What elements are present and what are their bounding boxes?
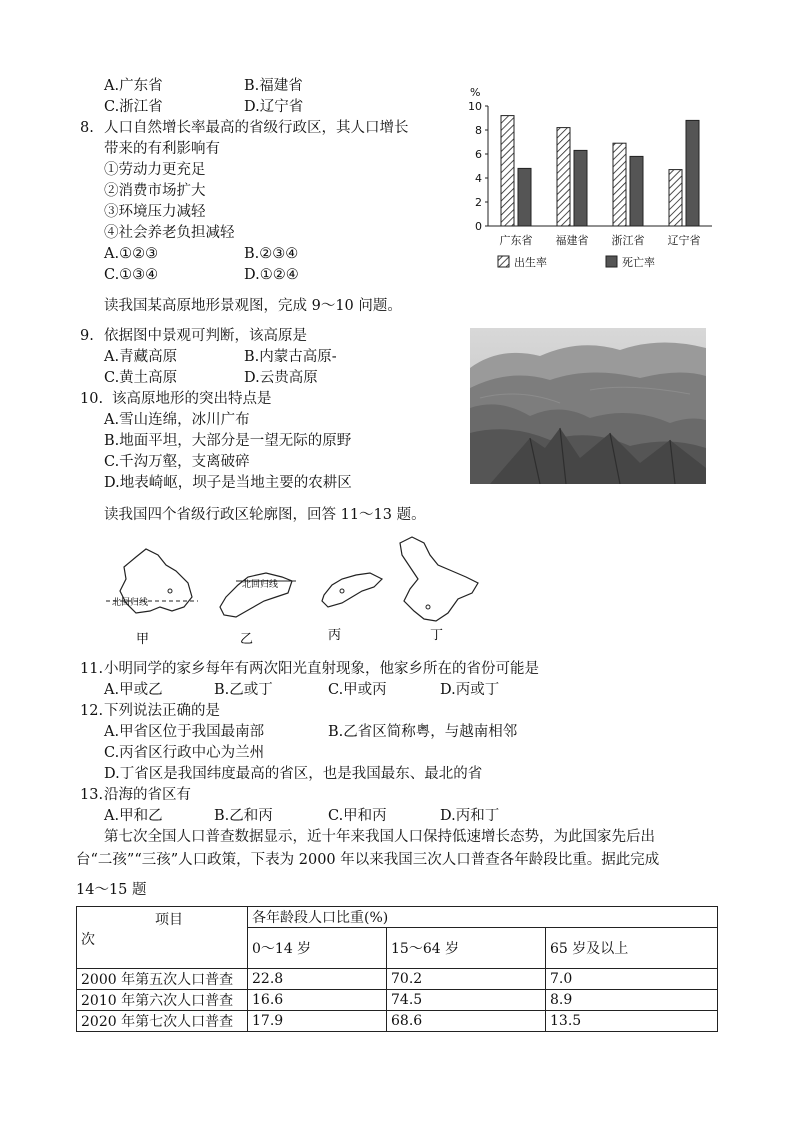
q8-option-a[interactable]: A.①②③ — [104, 246, 159, 262]
header-item: 项目 — [155, 912, 183, 928]
q8-item-2: ②消费市场扩大 — [104, 183, 206, 199]
table-cell: 16.6 — [248, 990, 387, 1011]
plateau-landscape-photo — [470, 328, 706, 484]
category-label: 广东省 — [499, 234, 533, 247]
q9-number: 9. — [80, 328, 94, 344]
q11-option-b[interactable]: B.乙或丁 — [214, 682, 273, 698]
q12-option-a[interactable]: A.甲省区位于我国最南部 — [104, 724, 265, 740]
map-jia — [106, 549, 198, 647]
table-cell: 8.9 — [546, 990, 718, 1011]
label-jia: 甲 — [136, 632, 150, 647]
table-corner-header — [77, 907, 248, 969]
q7-option-c[interactable]: C.浙江省 — [104, 99, 163, 115]
q11-number: 11. — [80, 661, 104, 677]
y-tick-label: 0 — [475, 220, 482, 233]
q9-option-c[interactable]: C.黄土高原 — [104, 370, 178, 386]
q10-option-c[interactable]: C.千沟万壑，支离破碎 — [104, 454, 250, 470]
header-ci: 次 — [81, 932, 95, 948]
q13-number: 13. — [80, 787, 104, 803]
intro-9-10: 读我国某高原地形景观图，完成 9～10 问题。 — [104, 298, 402, 314]
table-row — [77, 990, 718, 1011]
row-label: 2000 年第五次人口普查 — [77, 969, 248, 990]
q13-option-b[interactable]: B.乙和丙 — [214, 808, 273, 824]
q11-option-c[interactable]: C.甲或丙 — [328, 682, 387, 698]
q8-option-b[interactable]: B.②③④ — [244, 246, 299, 262]
q8-option-c[interactable]: C.①③④ — [104, 267, 159, 283]
chart-legend — [498, 255, 655, 269]
table-cell: 74.5 — [387, 990, 546, 1011]
col-header-65plus: 65 岁及以上 — [546, 928, 718, 969]
q10-stem: 该高原地形的突出特点是 — [112, 391, 272, 407]
bar-birth-3 — [669, 170, 682, 226]
label-yi: 乙 — [240, 632, 254, 647]
bar-death-0 — [518, 168, 531, 226]
table-cell: 22.8 — [248, 969, 387, 990]
tropic-label-yi: 北回归线 — [242, 580, 279, 590]
table-cell: 17.9 — [248, 1011, 387, 1032]
category-label: 浙江省 — [611, 234, 645, 247]
tropic-label-jia: 北回归线 — [112, 598, 149, 608]
q7-option-d[interactable]: D.辽宁省 — [244, 99, 304, 115]
y-tick-label: 4 — [475, 172, 482, 185]
intro-11-13: 读我国四个省级行政区轮廓图，回答 11～13 题。 — [104, 507, 426, 523]
q12-option-d[interactable]: D.丁省区是我国纬度最高的省区，也是我国最东、最北的省 — [104, 766, 483, 782]
intro-14-15-line3: 14～15 题 — [76, 882, 147, 898]
row-label: 2020 年第七次人口普查 — [77, 1011, 248, 1032]
q10-option-d[interactable]: D.地表崎岖，坝子是当地主要的农耕区 — [104, 475, 352, 491]
q13-stem: 沿海的省区有 — [104, 787, 191, 803]
q11-option-a[interactable]: A.甲或乙 — [104, 682, 163, 698]
map-bing — [322, 573, 382, 643]
y-unit-label: % — [470, 86, 481, 99]
intro-14-15-line2: 台“二孩”“三孩”人口政策，下表为 2000 年以来我国三次人口普查各年龄段比重。据此完成 — [76, 852, 660, 868]
q8-option-d[interactable]: D.①②④ — [244, 267, 299, 283]
bar-death-1 — [574, 150, 587, 226]
q9-option-d[interactable]: D.云贵高原 — [244, 370, 318, 386]
q12-option-b[interactable]: B.乙省区简称粤，与越南相邻 — [328, 724, 518, 740]
bar-birth-2 — [613, 143, 626, 226]
q10-number: 10. — [80, 391, 104, 407]
y-tick-label: 10 — [468, 100, 482, 113]
q12-option-c[interactable]: C.丙省区行政中心为兰州 — [104, 745, 265, 761]
label-bing: 丙 — [328, 628, 342, 643]
q8-stem-cont: 带来的有利影响有 — [104, 141, 220, 157]
y-tick-label: 2 — [475, 196, 482, 209]
census-age-table — [76, 906, 718, 1032]
col-header-0-14: 0～14 岁 — [248, 928, 387, 969]
category-label: 福建省 — [555, 234, 589, 247]
table-cell: 70.2 — [387, 969, 546, 990]
table-row — [77, 1011, 718, 1032]
q8-number: 8. — [80, 120, 94, 136]
q9-option-a[interactable]: A.青藏高原 — [104, 349, 178, 365]
q11-option-d[interactable]: D.丙或丁 — [440, 682, 500, 698]
q8-item-4: ④社会养老负担减轻 — [104, 225, 235, 241]
q7-option-a[interactable]: A.广东省 — [104, 78, 163, 94]
table-row — [77, 969, 718, 990]
intro-14-15-line1: 第七次全国人口普查数据显示，近十年来我国人口保持低速增长态势，为此国家先后出 — [104, 829, 655, 845]
legend-birth-swatch — [498, 256, 509, 267]
q7-option-b[interactable]: B.福建省 — [244, 78, 303, 94]
table-cell: 68.6 — [387, 1011, 546, 1032]
q13-option-c[interactable]: C.甲和丙 — [328, 808, 387, 824]
q8-item-1: ①劳动力更充足 — [104, 162, 206, 178]
q13-option-d[interactable]: D.丙和丁 — [440, 808, 500, 824]
q12-number: 12. — [80, 703, 104, 719]
label-ding: 丁 — [430, 628, 444, 643]
q9-option-b[interactable]: B.内蒙古高原- — [244, 349, 337, 365]
table-cell: 7.0 — [546, 969, 718, 990]
q12-stem: 下列说法正确的是 — [104, 703, 220, 719]
bar-death-3 — [686, 120, 699, 226]
y-tick-label: 6 — [475, 148, 482, 161]
table-cell: 13.5 — [546, 1011, 718, 1032]
legend-death-swatch — [606, 256, 617, 267]
col-header-15-64: 15～64 岁 — [387, 928, 546, 969]
q13-option-a[interactable]: A.甲和乙 — [104, 808, 163, 824]
legend-birth-label: 出生率 — [514, 256, 547, 269]
category-label: 辽宁省 — [667, 234, 701, 247]
q8-stem: 人口自然增长率最高的省级行政区，其人口增长 — [104, 120, 409, 136]
map-yi — [220, 573, 296, 647]
q9-stem: 依据图中景观可判断，该高原是 — [104, 328, 307, 344]
q10-option-b[interactable]: B.地面平坦，大部分是一望无际的原野 — [104, 433, 352, 449]
header-group: 各年龄段人口比重(%) — [248, 907, 718, 928]
row-label: 2010 年第六次人口普查 — [77, 990, 248, 1011]
q10-option-a[interactable]: A.雪山连绵，冰川广布 — [104, 412, 250, 428]
bar-death-2 — [630, 156, 643, 226]
q8-item-3: ③环境压力减轻 — [104, 204, 206, 220]
legend-death-label: 死亡率 — [622, 256, 655, 269]
bar-birth-0 — [501, 116, 514, 226]
bar-birth-1 — [557, 128, 570, 226]
y-tick-label: 8 — [475, 124, 482, 137]
q11-stem: 小明同学的家乡每年有两次阳光直射现象，他家乡所在的省份可能是 — [104, 661, 539, 677]
map-ding — [400, 537, 478, 643]
province-outlines — [106, 535, 506, 647]
birth-death-rate-chart — [462, 84, 722, 274]
